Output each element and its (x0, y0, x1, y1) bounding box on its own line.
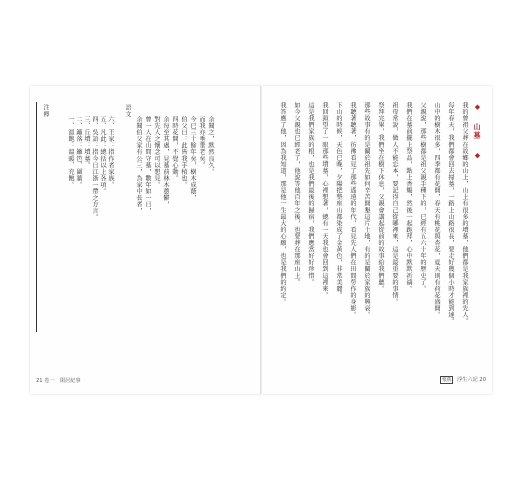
annotation-item: 二、籬落：籬笆、圍牆。 (75, 116, 82, 189)
translation-line: 余聞伯父家有公三，為家中長者， (135, 116, 142, 215)
paragraph: 祖母常說，做人不能忘本，要記得自己從哪裡來，這是最重要的事情。 (391, 102, 398, 306)
paragraph: 我的曾祖父葬在故鄉的山上，山上有很多的墳墓，他們都是我家族裡的先人。 (461, 102, 468, 325)
folio-badge: 懷舊 (442, 378, 452, 383)
paragraph: 我回頭望了一眼那些墳墓，心裡想著，總有一天我也會回到這裡來。 (321, 102, 328, 299)
annotation-item: 一、溫飽：溫暖、充飽。 (67, 116, 74, 189)
paragraph: 我答應了他，因為我知道，那是他一生最大的心願，也是我們的約定。 (279, 102, 286, 306)
paragraph: 那些故事有的是關於祖先如何辛苦開墾這片土地，有的是關於家族的興衰。 (363, 102, 370, 319)
annotation-item: 三、丘墳：墳墓。 (83, 116, 90, 169)
translation-heading: 語文 (124, 104, 131, 118)
paragraph: 我們在墓前擺上祭品，點上香燭，然後一起跪拜，心中默默祈禱。 (405, 102, 412, 292)
paragraph: 如今父親也已經老了，他說等他百年之後，也要葬在那座山上。 (293, 102, 300, 286)
paragraph: 祭拜完畢，我們坐在樹下休息，父親會講起從前的故事給我們聽。 (377, 102, 384, 292)
left-folio (36, 377, 81, 384)
page-number: 20 (479, 377, 486, 383)
page-number: 21 (36, 378, 43, 384)
translation-line: 余每至其處，見墓前林木蔥鬱， (162, 116, 169, 208)
translation-line: 四時花開，不覺心動。 (171, 116, 178, 182)
paragraph: 山中的樹木很多，四季都有花開，春天有桃花與杏花，夏天則有荷花盛開。 (433, 102, 440, 319)
paragraph: 下山的時候，天色已晚，夕陽把整座山都染成了金黃色，非常美麗。 (335, 102, 342, 299)
paragraph: 每年春天，我們都會回去掃墓，一路上山路很長，要走好幾個小時才能到達。 (447, 102, 454, 325)
translation-line: 今已三十餘年矣，樹木成蔭， (189, 116, 196, 202)
translation-line: 而我亦垂垂老矣。 (198, 116, 205, 169)
paragraph: 我聽著聽著，彷彿看見了那些遙遠的年代，看見先人們在田間勞作的身影。 (349, 102, 356, 319)
paragraph: 這是我們家族的根，也是我們最後的歸宿，我們應當好好珍惜。 (307, 102, 314, 286)
translation-line: 伯父曰：此皆我手植也。 (180, 116, 187, 189)
section-title: ◆ 山墓 ◆ (473, 102, 482, 161)
annotation-item: 四、吳語：指今日江浙一帶之方言。 (91, 116, 98, 221)
annotations-heading: 注釋 (42, 104, 49, 118)
annotation-item: 六、王家：指作者家族。 (107, 116, 114, 189)
translation-line: 曾一人在山間守墓，數年如一日， (144, 116, 151, 215)
annotation-item: 五、凡此：總括以上各項。 (99, 116, 106, 195)
right-page (262, 86, 492, 394)
translation-line: 對先人之懷念可以想見。 (153, 116, 160, 189)
running-title: 卷一 閑居紀事 (44, 378, 81, 384)
left-page (30, 86, 260, 394)
paragraph: 父親說，那些樹都是祖父親手種下的，已經有五六十年的歷史了。 (419, 102, 426, 292)
running-title: 浮生六記 (456, 377, 478, 383)
right-folio (440, 376, 486, 384)
annotation-divider (36, 102, 37, 332)
book-spread (30, 86, 492, 394)
translation-line: 余聞之，默然良久。 (207, 116, 214, 175)
